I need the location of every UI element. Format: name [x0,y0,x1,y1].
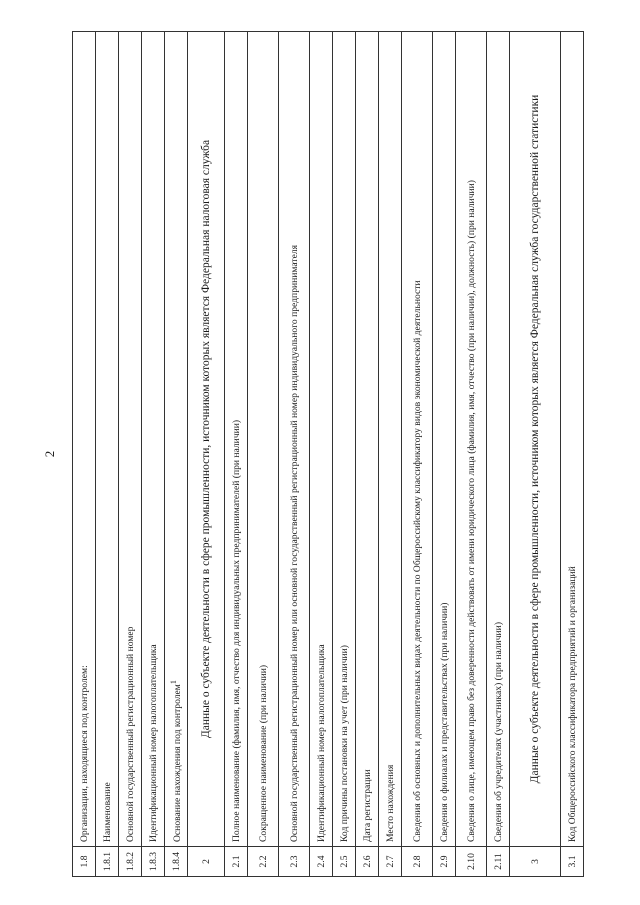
row-number: 2.9 [433,847,456,877]
row-number: 2.7 [379,847,402,877]
row-text-label: Основание нахождения под контролем [172,684,184,842]
row-text: Идентификационный номер налогоплательщика [142,32,165,847]
row-text: Место нахождения [379,32,402,847]
table-row [333,32,356,877]
page-number: 2 [42,450,57,458]
row-text: Код Общероссийского классификатора предприятий и организаций [561,32,584,847]
row-number: 1.8.4 [165,847,188,877]
table-row [73,32,96,877]
table-row [96,32,119,877]
table-row [165,32,188,877]
row-number: 1.8.3 [142,847,165,877]
row-number: 2.4 [310,847,333,877]
row-number: 3 [510,847,561,877]
row-number: 1.8.2 [119,847,142,877]
row-text: Организации, находящиеся под контролем: [73,32,96,847]
table-row [248,32,279,877]
table-row [225,32,248,877]
row-number: 1.8.1 [96,847,119,877]
section-header-row [510,32,561,877]
data-table [72,31,584,877]
table-row [310,32,333,877]
row-text: Код причины постановки на учет (при наличии) [333,32,356,847]
row-number: 2.11 [487,847,510,877]
row-text: Сведения о филиалах и представительствах (при наличии) [433,32,456,847]
table-row [487,32,510,877]
row-number: 2 [188,847,225,877]
section-header-text: Данные о субъекте деятельности в сфере промышленности, источником которых является Федеральная налоговая служба [188,32,225,847]
row-text: Сведения об основных и дополнительных видах деятельности по Общероссийскому классификатору видов экономической деятельности [402,32,433,847]
row-text: Основной государственный регистрационный номер [119,32,142,847]
row-text [165,32,188,847]
table-row [402,32,433,877]
table-row [279,32,310,877]
table-row [456,32,487,877]
footnote-mark: 1 [169,680,179,685]
row-text: Основной государственный регистрационный номер или основной государственный регистрационный номер индивидуального предпринимателя [279,32,310,847]
section-header-row [188,32,225,877]
table-row [433,32,456,877]
table-row [356,32,379,877]
row-number: 2.1 [225,847,248,877]
row-number: 2.2 [248,847,279,877]
row-text: Сведения о лице, имеющем право без доверенности действовать от имени юридического лица (фамилия, имя, отчество (при наличии), должность) (при наличии) [456,32,487,847]
table-row [142,32,165,877]
row-text: Сведения об учредителях (участниках) (при наличии) [487,32,510,847]
table-row [119,32,142,877]
row-number: 2.6 [356,847,379,877]
row-number: 2.3 [279,847,310,877]
row-number: 1.8 [73,847,96,877]
table-row [561,32,584,877]
row-number: 2.10 [456,847,487,877]
row-number: 2.8 [402,847,433,877]
section-header-text: Данные о субъекте деятельности в сфере промышленности, источником которых является Федеральная служба государственной статистики [510,32,561,847]
row-number: 3.1 [561,847,584,877]
row-text: Дата регистрации [356,32,379,847]
row-text: Наименование [96,32,119,847]
row-number: 2.5 [333,847,356,877]
table-row [379,32,402,877]
row-text: Сокращенное наименование (при наличии) [248,32,279,847]
row-text: Полное наименование (фамилия, имя, отчество для индивидуальных предпринимателей (при наличии) [225,32,248,847]
row-text: Идентификационный номер налогоплательщика [310,32,333,847]
rotated-table-container [72,32,608,877]
